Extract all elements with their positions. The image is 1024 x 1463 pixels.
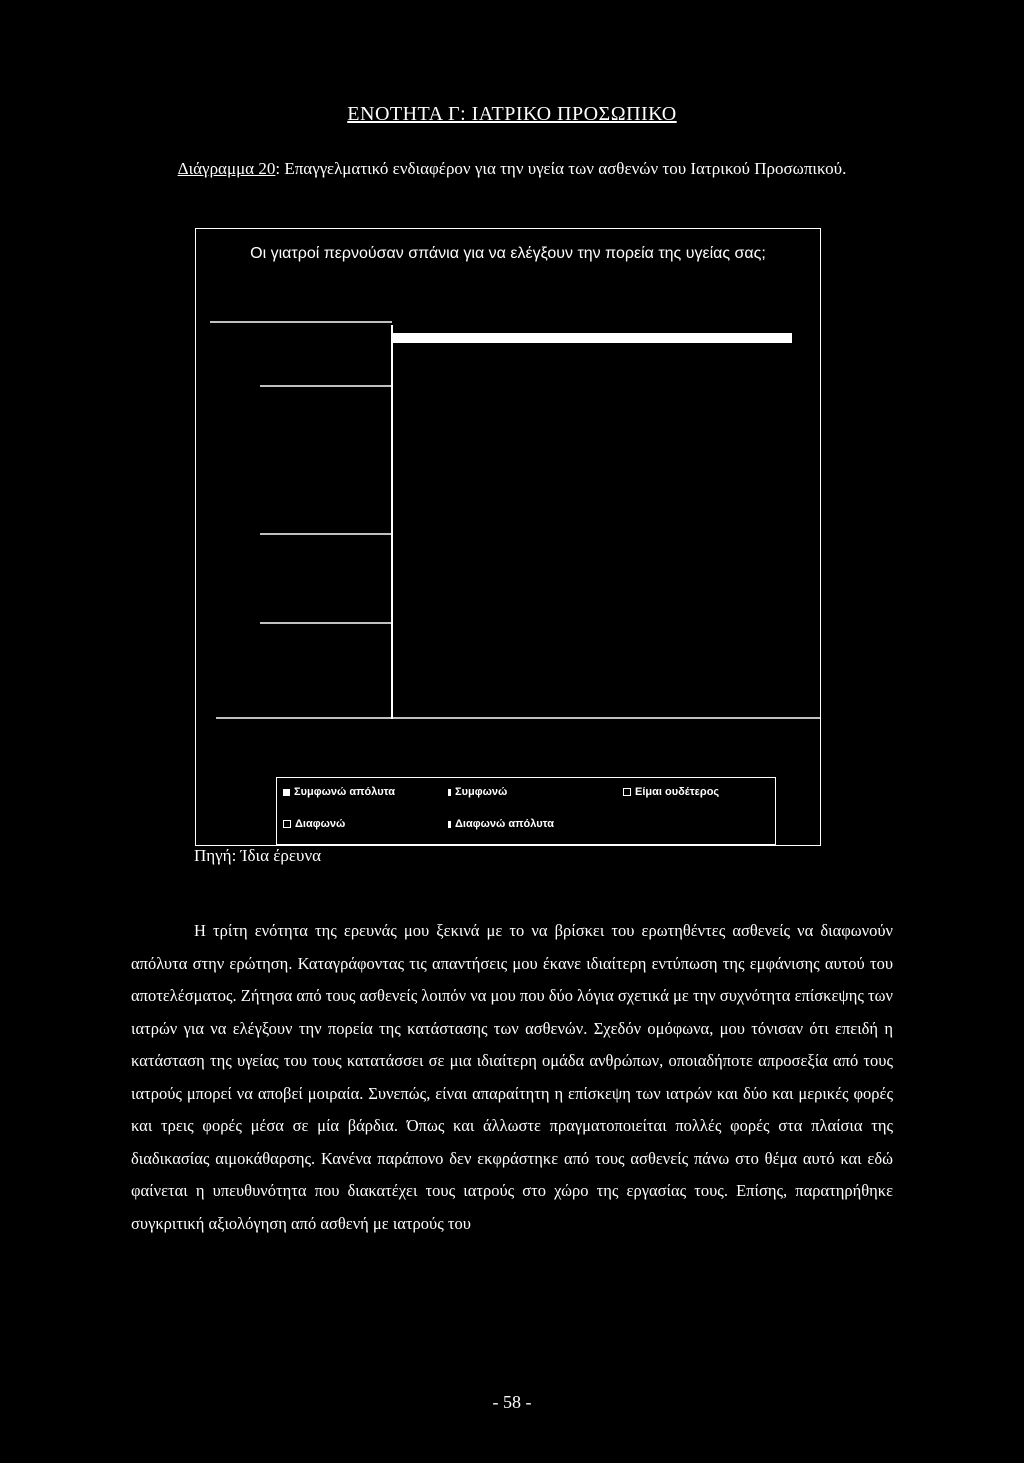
chart-plot <box>196 229 820 845</box>
legend-swatch-icon <box>283 789 290 796</box>
legend-swatch-icon <box>448 789 451 796</box>
legend-label: Διαφωνώ απόλυτα <box>455 818 554 830</box>
legend-swatch-icon <box>448 821 451 828</box>
chart-legend <box>276 777 776 845</box>
chart-title: Οι γιατροί περνούσαν σπάνια για να ελέγξουν την πορεία της υγείας σας; <box>250 245 766 262</box>
legend-swatch-icon <box>623 788 631 796</box>
legend-label: Συμφωνώ απόλυτα <box>294 786 395 798</box>
body-paragraph: Η τρίτη ενότητα της ερευνάς μου ξεκινά με το να βρίσκει του ερωτηθέντες ασθενείς να διαφωνούν απόλυτα στην ερώτηση. Καταγράφοντας τις απαντήσεις μου έκανε ιδιαίτερη εντύπωση της εμφάνισης αυτού του αποτελέσματος. Ζήτησα από τους ασθενείς λοιπόν να μου που δύο λόγια σχετικά με την συχνότητα επίσκεψης των ιατρών για να ελέγξουν την πορεία της κατάστασης των ασθενών. Σχεδόν ομόφωνα, μου τόνισαν ότι επειδή η κατάσταση της υγείας του τους κατατάσσει σε μια ιδιαίτερη ομάδα ανθρώπων, οποιαδήποτε απροσεξία από τους ιατρούς μπορεί να αποβεί μοιραία. Συνεπώς, είναι απαραίτητη η επίσκεψη των ιατρών και δύο και μερικές φορές και τρεις φορές μέσα σε μία βάρδια. Όπως και άλλωστε πραγματοποιείται πολλές φορές στα πλαίσια της διαδικασίας αιμοκάθαρσης. Κανένα παράπονο δεν εκφράστηκε από τους ασθενείς πάνω στο θέμα αυτό και εδώ φαίνεται η υπευθυνότητα που διακατέχει τους ιατρούς στο χώρο της εργασίας τους. Επίσης, παρατηρήθηκε συγκριτική αξιολόγηση από ασθενή με ιατρούς του <box>131 921 893 1233</box>
bar-1-series-1 <box>392 333 792 343</box>
legend-item <box>623 786 719 798</box>
legend-label: Διαφωνώ <box>295 818 346 830</box>
figure-caption <box>130 156 894 181</box>
legend-item <box>283 818 345 830</box>
body-text <box>131 915 893 1240</box>
legend-label: Είμαι ουδέτερος <box>635 786 720 798</box>
chart-frame <box>195 228 821 846</box>
caption-label: Διάγραμμα 20 <box>177 159 276 178</box>
legend-item <box>448 818 554 830</box>
section-title: ΕΝΟΤΗΤΑ Γ: ΙΑΤΡΙΚΟ ΠΡΟΣΩΠΙΚΟ <box>347 103 677 125</box>
figure-source: Πηγή: Ίδια έρευνα <box>194 846 322 865</box>
page-number: - 58 - <box>492 1392 532 1412</box>
caption-text: : Επαγγελματικό ενδιαφέρον για την υγεία των ασθενών του Ιατρικού Προσωπικού. <box>275 159 847 178</box>
legend-label: Συμφωνώ <box>455 786 508 798</box>
legend-swatch-icon <box>283 820 291 828</box>
legend-item <box>448 786 507 798</box>
legend-item <box>283 786 395 798</box>
